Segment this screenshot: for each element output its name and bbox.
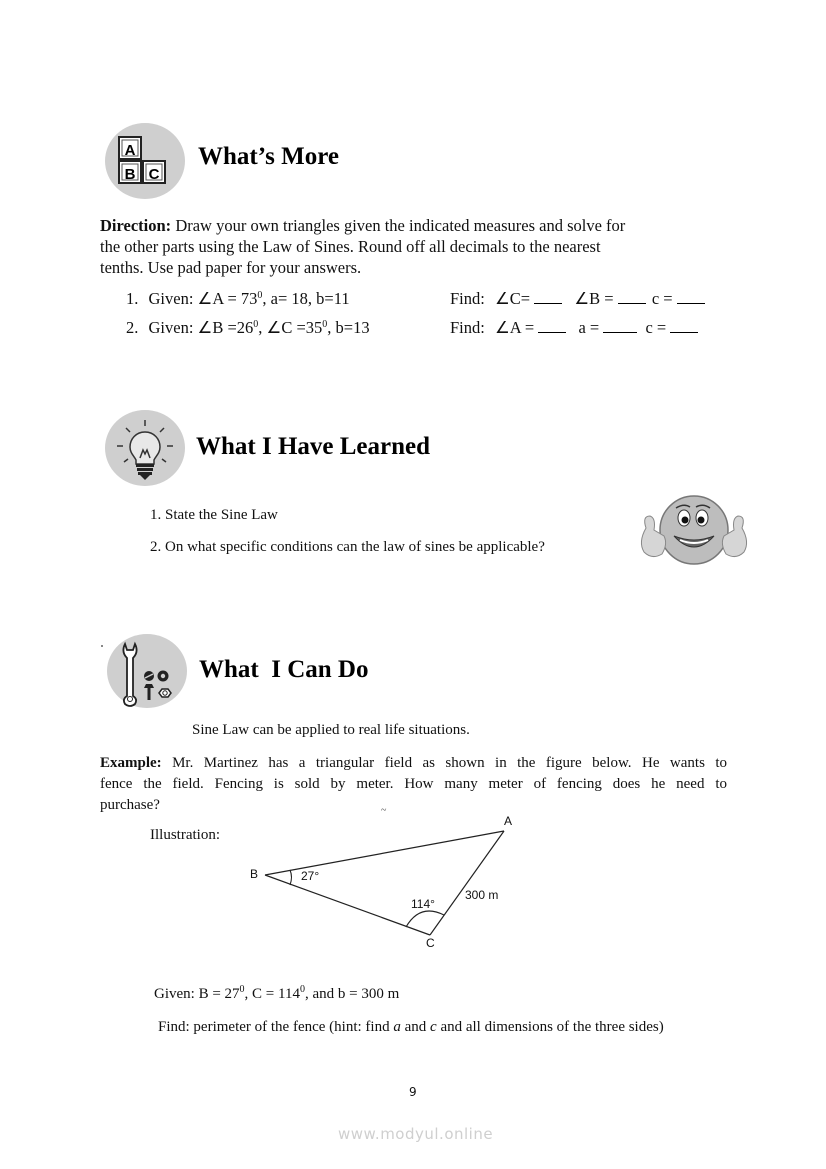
exercise-item-2: [126, 318, 370, 338]
stray-tilde: ~: [381, 805, 387, 816]
answer-blank[interactable]: [538, 331, 566, 333]
degree-sup: 0: [322, 319, 328, 330]
abc-blocks-graphic: [105, 123, 185, 199]
direction-text-2: the other parts using the Law of Sines. Round off all decimals to the nearest: [100, 237, 601, 256]
light-bulb-graphic: [105, 410, 185, 486]
variable-c: c: [430, 1019, 437, 1035]
exercise-find-2: [450, 318, 698, 338]
given-text: Given: B = 27: [154, 986, 240, 1002]
given-value: , ∠C =35: [258, 318, 323, 337]
abc-blocks-icon: [105, 123, 185, 199]
given-text: , C = 114: [244, 986, 300, 1002]
smiley-graphic: [632, 490, 757, 575]
direction-label: Direction:: [100, 216, 172, 235]
given-value: , a= 18, b=11: [262, 289, 350, 308]
triangle-figure: [240, 805, 530, 955]
find-angle-a: ∠A =: [494, 318, 535, 337]
answer-blank[interactable]: [534, 302, 562, 304]
stray-mark: [101, 645, 103, 647]
find-label: Find:: [450, 318, 485, 337]
find-text: and: [400, 1019, 431, 1035]
find-side-c: c =: [651, 289, 673, 308]
svg-text:A: A: [124, 142, 136, 159]
triangle-diagram: [240, 805, 530, 955]
answer-blank[interactable]: [677, 302, 705, 304]
example-given: [154, 986, 399, 1003]
answer-blank[interactable]: [603, 331, 637, 333]
reflection-question-2: 2. On what specific conditions can the law of sines be applicable?: [150, 539, 545, 555]
answer-blank[interactable]: [670, 331, 698, 333]
item-number: 2.: [126, 318, 139, 337]
find-angle-c: ∠C=: [494, 289, 531, 308]
direction-text-1: Draw your own triangles given the indicated measures and solve for: [171, 216, 626, 235]
given-value: ∠A = 73: [197, 289, 258, 308]
illustration-label: Illustration:: [150, 827, 220, 843]
light-bulb-icon: [105, 410, 185, 486]
angle-label-c: 114°: [411, 897, 435, 911]
direction-text-3: tenths. Use pad paper for your answers.: [100, 258, 362, 277]
application-intro: Sine Law can be applied to real life situations.: [192, 722, 470, 738]
angle-label-b: 27°: [301, 869, 320, 883]
given-label: Given:: [148, 318, 198, 337]
variable-a: a: [393, 1019, 401, 1035]
find-side-c: c =: [645, 318, 667, 337]
degree-sup: 0: [239, 984, 245, 995]
vertex-label-b: B: [250, 867, 259, 881]
degree-sup: 0: [299, 984, 305, 995]
vertex-label-a: A: [504, 814, 513, 828]
given-value: ∠B =26: [197, 318, 254, 337]
given-value: , b=13: [327, 318, 370, 337]
example-find: [158, 1019, 664, 1036]
example-label: Example:: [100, 755, 162, 771]
find-text: Find: perimeter of the fence (hint: find: [158, 1019, 394, 1035]
vertex-label-c: C: [426, 936, 435, 950]
given-label: Given:: [148, 289, 198, 308]
wrench-tools-graphic: [107, 634, 187, 708]
find-angle-b: ∠B =: [574, 289, 614, 308]
exercise-item-1: [126, 289, 350, 309]
degree-sup: 0: [253, 319, 259, 330]
side-label-b: 300 m: [465, 888, 499, 902]
answer-blank[interactable]: [618, 302, 646, 304]
direction-paragraph: [100, 215, 740, 278]
section-title-what-i-can-do: What I Can Do: [199, 656, 369, 683]
find-label: Find:: [450, 289, 485, 308]
example-text-1: Mr. Martinez has a triangular field as shown in the figure below. He wants to: [161, 755, 727, 771]
find-text: and all dimensions of the three sides): [436, 1019, 664, 1035]
watermark: www.modyul.online: [338, 1125, 494, 1143]
example-text-2: fence the field. Fencing is sold by meter. How many meter of fencing does he need to: [100, 776, 727, 792]
reflection-question-1: 1. State the Sine Law: [150, 507, 278, 523]
given-text: , and b = 300 m: [304, 986, 400, 1002]
section-title-whats-more: What’s More: [198, 143, 339, 170]
smiley-thumbs-up-icon: [632, 490, 757, 580]
svg-text:B: B: [124, 166, 136, 183]
degree-sup: 0: [257, 290, 263, 301]
svg-text:C: C: [148, 166, 160, 183]
wrench-tools-icon: [107, 634, 187, 708]
find-side-a: a =: [578, 318, 600, 337]
exercise-find-1: [450, 289, 705, 309]
item-number: 1.: [126, 289, 139, 308]
example-text-3: purchase?: [100, 797, 160, 813]
page-number: 9: [409, 1085, 417, 1099]
section-title-what-i-have-learned: What I Have Learned: [196, 433, 431, 460]
